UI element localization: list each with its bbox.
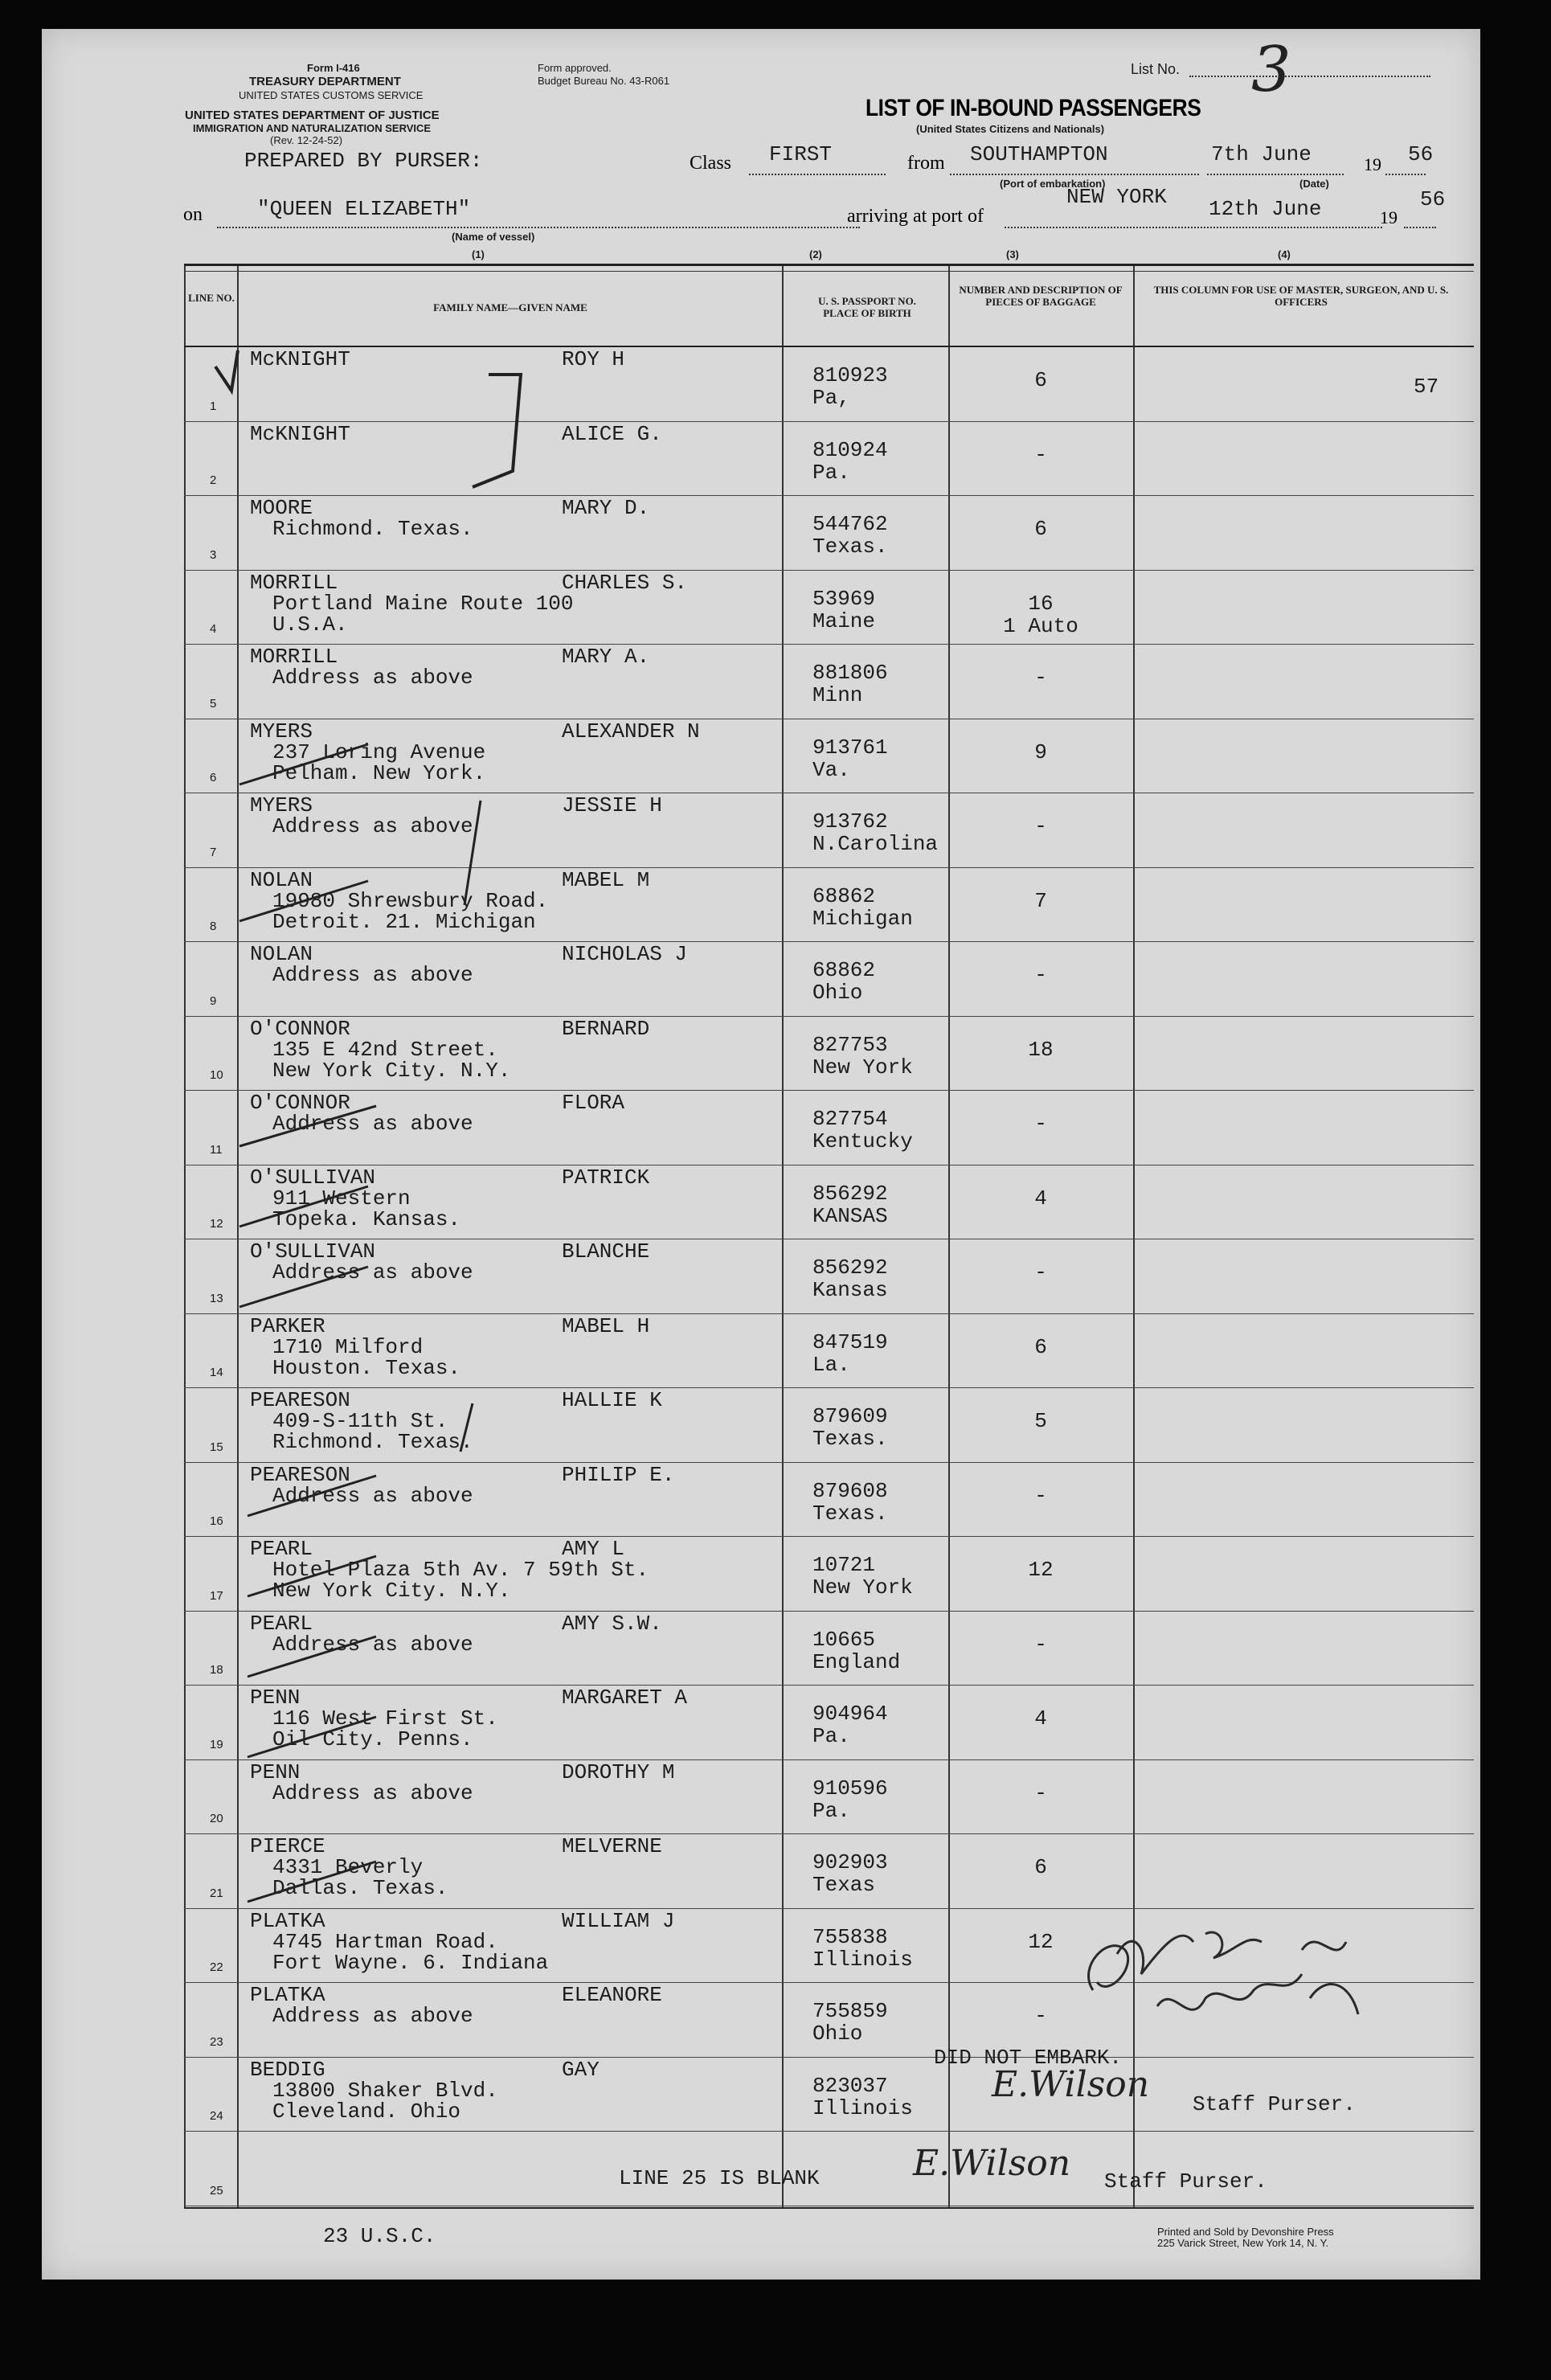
passport-number: 881806 [812, 661, 888, 685]
address-line-1: Portland Maine Route 100 [272, 591, 574, 616]
given-name: HALLIE K [562, 1388, 662, 1412]
given-name: MABEL M [562, 867, 650, 892]
column-number: (4) [1278, 248, 1291, 260]
address-line-2: Cleveland. Ohio [272, 2099, 461, 2124]
place-of-birth: Minn [812, 683, 863, 707]
family-name: PENN [250, 1759, 301, 1784]
address-line-1: Address as above [272, 1483, 473, 1508]
vessel-value: "QUEEN ELIZABETH" [257, 197, 471, 221]
passport-number: 810923 [812, 363, 888, 387]
family-name: BEDDIG [250, 2057, 325, 2082]
family-name: O'SULLIVAN [250, 1239, 376, 1264]
address-line-1: 13800 Shaker Blvd. [272, 2078, 498, 2103]
passport-number: 827754 [812, 1107, 888, 1131]
family-name: MYERS [250, 719, 313, 743]
given-name: PHILIP E. [562, 1462, 675, 1487]
given-name: MARGARET A [562, 1686, 688, 1710]
line-number: 9 [210, 993, 217, 1008]
year-prefix: 19 [1364, 154, 1381, 174]
line-number: 5 [210, 696, 217, 711]
passport-number: 755838 [812, 1924, 888, 1949]
column-header-name: FAMILY NAME—GIVEN NAME [433, 301, 587, 313]
given-name: WILLIAM J [562, 1908, 675, 1933]
place-of-birth: New York [812, 1575, 913, 1600]
family-name: O'CONNOR [250, 1091, 350, 1115]
family-name: NOLAN [250, 867, 313, 892]
family-name: NOLAN [250, 942, 313, 966]
prepared-by-purser: PREPARED BY PURSER: [244, 149, 483, 173]
passport-number: 856292 [812, 1256, 888, 1280]
line-number: 23 [210, 2034, 223, 2049]
address-line-2: Fort Wayne. 6. Indiana [272, 1950, 549, 1975]
address-line-1: 19980 Shrewsbury Road. [272, 888, 549, 913]
line-number: 7 [210, 845, 217, 859]
baggage-count: - [1034, 1780, 1047, 1805]
place-of-birth: Ohio [812, 981, 863, 1005]
passport-number: 10721 [812, 1553, 876, 1577]
baggage-count: - [1034, 1112, 1047, 1136]
vessel-caption: (Name of vessel) [452, 231, 535, 243]
class-label: Class [690, 153, 732, 174]
passport-number: 904964 [812, 1702, 888, 1726]
address-line-2: Detroit. 21. Michigan [272, 909, 536, 934]
baggage-count: 6 [1034, 368, 1047, 392]
baggage-count: 18 [1028, 1037, 1054, 1062]
place-of-birth: Texas. [812, 1501, 888, 1526]
address-line-1: 1710 Milford [272, 1334, 424, 1359]
place-of-birth: Pa. [812, 1724, 850, 1748]
address-line-2: New York City. N.Y. [272, 1579, 511, 1603]
staff-purser-signature-1: E.Wilson [992, 2064, 1150, 2105]
baggage-count: 6 [1034, 1855, 1047, 1879]
line-number: 6 [210, 771, 217, 784]
from-label: from [907, 153, 945, 174]
from-value: SOUTHAMPTON [970, 142, 1108, 166]
given-name: ROY H [562, 347, 625, 371]
vessel-line [217, 227, 860, 228]
form-title: LIST OF IN-BOUND PASSENGERS [866, 95, 1201, 121]
address-line-1: Address as above [272, 963, 473, 987]
printer-line-2: 225 Varick Street, New York 14, N. Y. [1157, 2237, 1329, 2249]
baggage-count: - [1034, 1483, 1047, 1508]
address-line-1: 911 Western [272, 1186, 411, 1210]
address-line-1: Address as above [272, 1112, 473, 1136]
address-line-2: New York City. N.Y. [272, 1058, 511, 1083]
baggage-count: - [1034, 1260, 1047, 1284]
staff-purser-signature-2: E.Wilson [913, 2143, 1071, 2184]
address-line-1: Address as above [272, 666, 473, 690]
line-number: 12 [210, 1217, 223, 1231]
line-number: 19 [210, 1737, 223, 1751]
officer-note: 57 [1414, 375, 1439, 399]
family-name: MORRILL [250, 645, 338, 669]
line-number: 17 [210, 1588, 223, 1603]
given-name: MELVERNE [562, 1834, 662, 1858]
family-name: PARKER [250, 1313, 325, 1338]
place-of-birth: Pa. [812, 460, 850, 485]
class-value: FIRST [769, 142, 833, 166]
table-row [184, 2131, 1474, 2206]
staff-purser-title-2: Staff Purser. [1104, 2169, 1267, 2194]
passport-number: 68862 [812, 883, 876, 908]
baggage-count: - [1034, 666, 1047, 690]
list-no-line [1189, 76, 1430, 77]
place-of-birth: KANSAS [812, 1203, 888, 1228]
baggage-count: - [1034, 1632, 1047, 1657]
passport-number: 68862 [812, 958, 876, 982]
passport-number: 913761 [812, 735, 888, 760]
given-name: GAY [562, 2057, 600, 2082]
given-name: MARY D. [562, 496, 650, 520]
class-line [749, 174, 886, 175]
given-name: ALICE G. [562, 421, 662, 446]
printer-line-1: Printed and Sold by Devonshire Press [1157, 2226, 1334, 2238]
family-name: PLATKA [250, 1983, 325, 2007]
header-divider [184, 271, 1474, 272]
passport-number: 544762 [812, 512, 888, 536]
line-number: 11 [210, 1142, 223, 1157]
passport-number: 827753 [812, 1032, 888, 1057]
place-of-birth: Ohio [812, 2022, 863, 2046]
given-name: CHARLES S. [562, 570, 688, 595]
address-line-2: Richmond. Texas. [272, 1430, 473, 1454]
given-name: NICHOLAS J [562, 942, 688, 966]
address-line-2: Dallas. Texas. [272, 1876, 448, 1900]
list-no-value: 3 [1251, 34, 1291, 106]
passport-number: 847519 [812, 1329, 888, 1354]
line-number: 13 [210, 1291, 223, 1305]
line-number: 10 [210, 1068, 223, 1082]
baggage-count: 16 1 Auto [1003, 591, 1078, 638]
place-of-birth: New York [812, 1055, 913, 1079]
form-approved: Form approved. [538, 62, 612, 74]
passport-number: 913762 [812, 809, 888, 834]
code-reference: 23 U.S.C. [323, 2224, 436, 2248]
baggage-count: - [1034, 814, 1047, 838]
given-name: BERNARD [562, 1016, 650, 1041]
line-number: 8 [210, 920, 217, 933]
address-line-2: Houston. Texas. [272, 1355, 461, 1380]
officer-handwritten-mark [1061, 1878, 1398, 2054]
revision-date: (Rev. 12-24-52) [270, 134, 343, 146]
passport-number: 823037 [812, 2073, 888, 2098]
year-line [1385, 174, 1426, 175]
check-marks [183, 342, 665, 2111]
on-label: on [183, 204, 203, 225]
address-line-1: 4745 Hartman Road. [272, 1929, 498, 1954]
place-of-birth: Pa, [812, 386, 850, 410]
date-line [1207, 174, 1344, 175]
passport-number: 856292 [812, 1181, 888, 1206]
immigration-service: IMMIGRATION AND NATURALIZATION SERVICE [193, 122, 432, 134]
place-of-birth: Va. [812, 757, 850, 782]
line-number: 3 [210, 547, 217, 562]
address-line-1: 116 West First St. [272, 1706, 498, 1731]
baggage-count: 7 [1034, 888, 1047, 913]
column-header-passport: U. S. PASSPORT NO. PLACE OF BIRTH [818, 295, 916, 319]
address-line-2: Topeka. Kansas. [272, 1206, 461, 1231]
arrival-year-line [1404, 227, 1436, 228]
family-name: McKNIGHT [250, 347, 350, 371]
arrival-line [1005, 227, 1382, 228]
passport-number: 10665 [812, 1627, 876, 1652]
column-header-line-no: LINE NO. [188, 292, 235, 304]
family-name: PIERCE [250, 1834, 325, 1858]
given-name: AMY L [562, 1537, 625, 1561]
address-line-1: Address as above [272, 814, 473, 838]
date-value: 7th June [1211, 142, 1312, 166]
line-number: 24 [210, 2109, 223, 2123]
baggage-count: 6 [1034, 517, 1047, 541]
family-name: O'CONNOR [250, 1016, 350, 1041]
form-subtitle: (United States Citizens and Nationals) [916, 123, 1105, 135]
from-line [950, 174, 1199, 175]
line-number: 1 [210, 399, 217, 413]
year-value: 56 [1408, 142, 1434, 166]
line-number: 14 [210, 1366, 223, 1379]
arriving-label: arriving at port of [847, 206, 984, 227]
line-25-blank-note: LINE 25 IS BLANK [619, 2166, 820, 2190]
column-number: (1) [472, 248, 485, 260]
address-line-2: U.S.A. [272, 612, 348, 637]
passport-number: 910596 [812, 1776, 888, 1800]
given-name: PATRICK [562, 1165, 650, 1190]
family-name: PLATKA [250, 1908, 325, 1933]
family-name: PEARL [250, 1611, 313, 1636]
baggage-count: 4 [1034, 1186, 1047, 1210]
given-name: ALEXANDER N [562, 719, 700, 743]
baggage-count: - [1034, 2004, 1047, 2028]
passenger-manifest-page [42, 29, 1480, 2280]
family-name: PEARL [250, 1537, 313, 1561]
arrival-port: NEW YORK [1066, 185, 1167, 209]
baggage-count: - [1034, 963, 1047, 987]
baggage-count: - [1034, 442, 1047, 467]
family-name: MOORE [250, 496, 313, 520]
column-header-baggage: NUMBER AND DESCRIPTION OF PIECES OF BAGGAGE [959, 284, 1123, 308]
form-number: Form I-416 [307, 62, 360, 74]
baggage-count: 6 [1034, 1334, 1047, 1359]
given-name: AMY S.W. [562, 1611, 662, 1636]
staff-purser-title-1: Staff Purser. [1193, 2092, 1356, 2116]
arrival-year: 56 [1420, 187, 1446, 211]
place-of-birth: Pa. [812, 1798, 850, 1823]
passport-number: 879609 [812, 1404, 888, 1428]
family-name: PEARESON [250, 1462, 350, 1487]
given-name: ELEANORE [562, 1983, 662, 2007]
baggage-count: 12 [1028, 1558, 1054, 1582]
address-line-2: Pelham. New York. [272, 760, 486, 785]
place-of-birth: La. [812, 1352, 850, 1377]
address-line-1: Address as above [272, 1632, 473, 1657]
passport-number: 755859 [812, 1999, 888, 2023]
address-line-1: Hotel Plaza 5th Av. 7 59th St. [272, 1558, 649, 1582]
address-line-1: 409-S-11th St. [272, 1409, 448, 1433]
line-number: 16 [210, 1514, 223, 1528]
line-number: 25 [210, 2183, 223, 2198]
line-number: 22 [210, 1960, 223, 1974]
passport-number: 53969 [812, 586, 876, 611]
address-line-1: Address as above [272, 2004, 473, 2028]
passport-number: 879608 [812, 1478, 888, 1503]
given-name: MARY A. [562, 645, 650, 669]
baggage-count: 9 [1034, 739, 1047, 764]
did-not-embark-note: DID NOT EMBARK. [934, 2046, 1123, 2070]
line-number: 2 [210, 473, 217, 487]
given-name: MABEL H [562, 1313, 650, 1338]
column-number: (3) [1006, 248, 1019, 260]
address-line-1: 237 Loring Avenue [272, 739, 486, 764]
family-name: PENN [250, 1686, 301, 1710]
place-of-birth: Illinois [812, 1947, 913, 1972]
address-line-2: Oil City. Penns. [272, 1727, 473, 1751]
family-name: McKNIGHT [250, 421, 350, 446]
line-number: 20 [210, 1812, 223, 1825]
passport-number: 810924 [812, 437, 888, 462]
baggage-count: 4 [1034, 1706, 1047, 1731]
place-of-birth: Kansas [812, 1278, 888, 1302]
column-number: (2) [809, 248, 822, 260]
address-line-1: Richmond. Texas. [272, 517, 473, 541]
family-name: PEARESON [250, 1388, 350, 1412]
place-of-birth: N.Carolina [812, 832, 939, 856]
address-line-1: 135 E 42nd Street. [272, 1037, 498, 1062]
family-name: MORRILL [250, 570, 338, 595]
line-number: 21 [210, 1886, 223, 1900]
baggage-count: 5 [1034, 1409, 1047, 1433]
place-of-birth: Texas [812, 1873, 876, 1897]
budget-bureau: Budget Bureau No. 43-R061 [538, 75, 670, 87]
place-of-birth: Texas. [812, 535, 888, 559]
line-number: 4 [210, 622, 217, 636]
line-number: 15 [210, 1440, 223, 1454]
given-name: FLORA [562, 1091, 625, 1115]
given-name: DOROTHY M [562, 1759, 675, 1784]
family-name: O'SULLIVAN [250, 1165, 376, 1190]
arrival-date: 12th June [1209, 197, 1322, 221]
address-line-1: Address as above [272, 1780, 473, 1805]
line-number: 18 [210, 1663, 223, 1677]
justice-department: UNITED STATES DEPARTMENT OF JUSTICE [185, 109, 440, 122]
place-of-birth: Texas. [812, 1427, 888, 1451]
passport-number: 902903 [812, 1850, 888, 1874]
treasury-department: TREASURY DEPARTMENT [249, 75, 401, 88]
baggage-count: 12 [1028, 1929, 1054, 1954]
place-of-birth: Illinois [812, 2095, 913, 2120]
family-name: MYERS [250, 793, 313, 817]
place-of-birth: Kentucky [812, 1129, 913, 1153]
arrival-year-prefix: 19 [1380, 207, 1398, 227]
given-name: BLANCHE [562, 1239, 650, 1264]
embark-caption: (Port of embarkation) [1000, 178, 1106, 190]
address-line-1: 4331 Beverly [272, 1855, 424, 1879]
column-header-officers: THIS COLUMN FOR USE OF MASTER, SURGEON, AND U. S. OFFICERS [1153, 284, 1449, 308]
place-of-birth: Maine [812, 608, 876, 633]
place-of-birth: Michigan [812, 906, 913, 931]
date-caption: (Date) [1299, 178, 1329, 190]
list-no-label: List No. [1131, 61, 1181, 77]
address-line-1: Address as above [272, 1260, 473, 1284]
customs-service: UNITED STATES CUSTOMS SERVICE [239, 89, 424, 101]
given-name: JESSIE H [562, 793, 662, 817]
place-of-birth: England [812, 1649, 901, 1674]
